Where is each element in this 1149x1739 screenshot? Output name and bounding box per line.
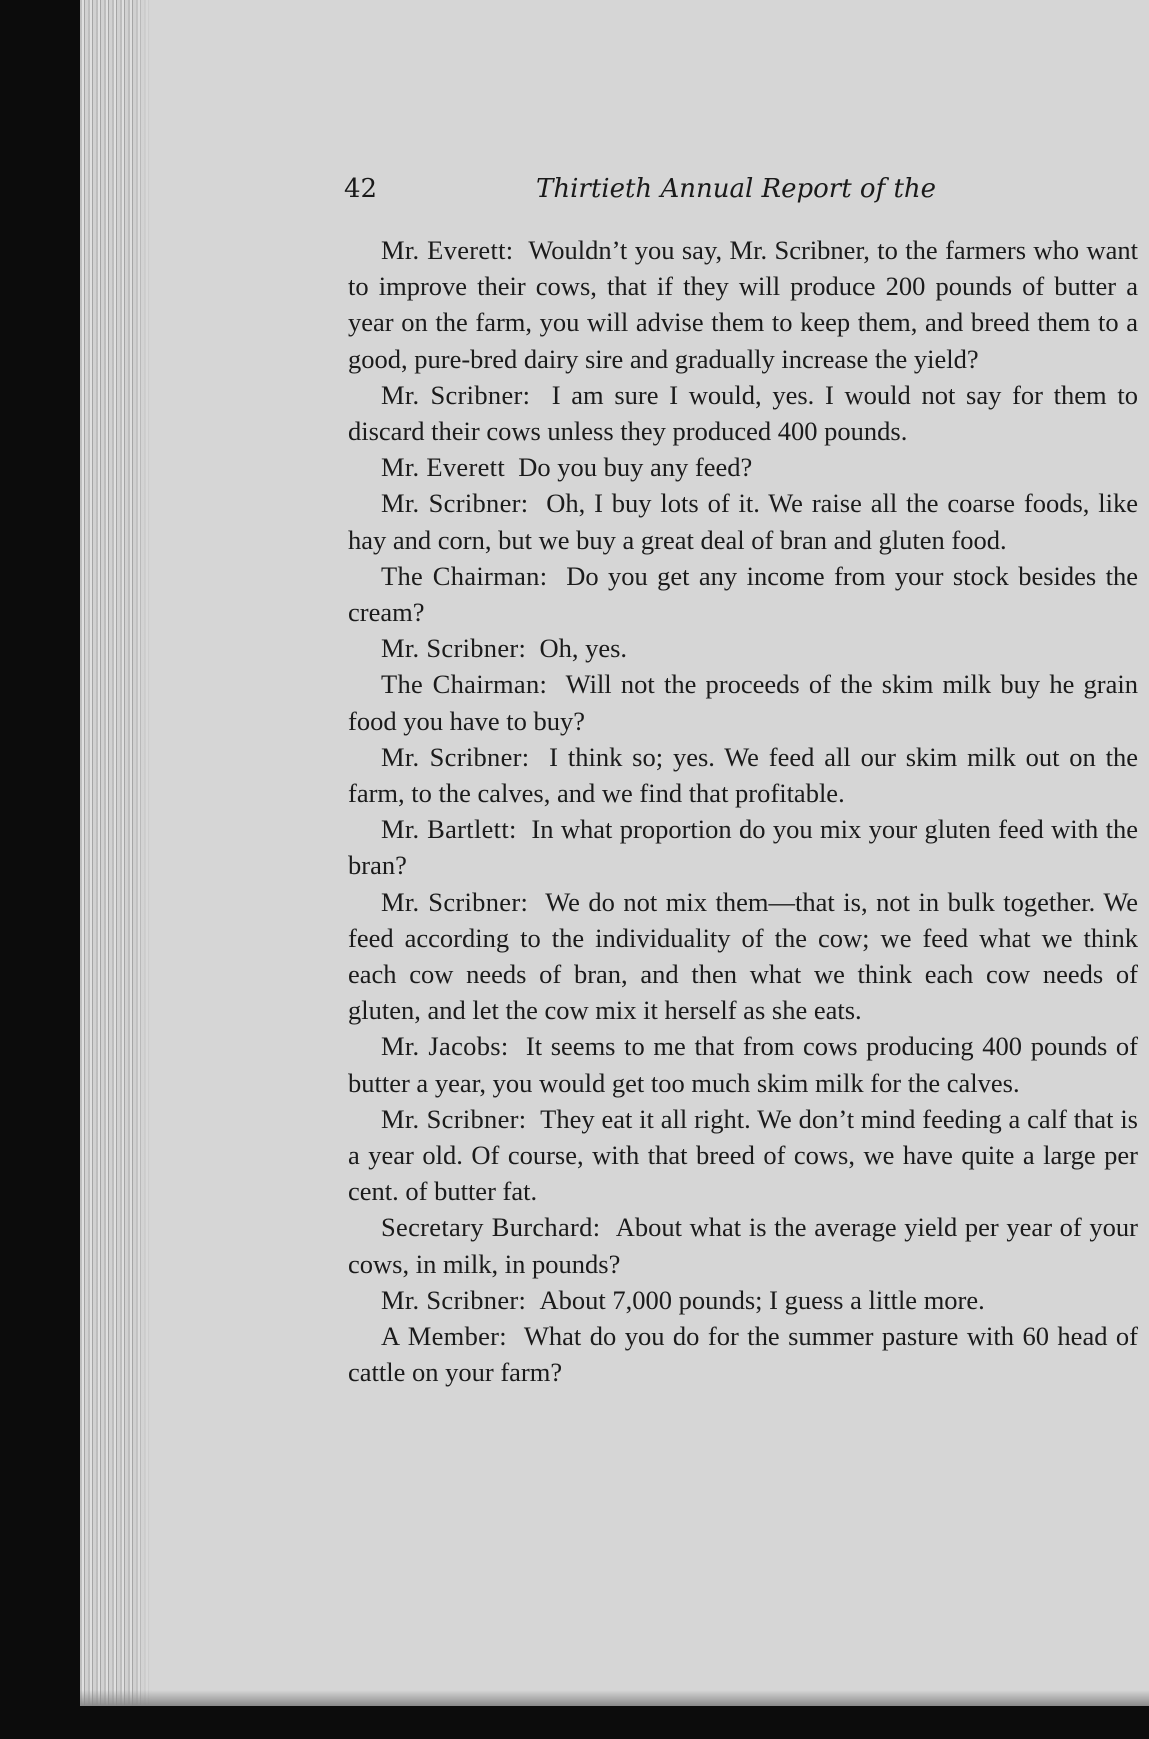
speaker-name: Mr. Scribner: (381, 741, 530, 772)
paragraph-text: Oh, yes. (539, 633, 628, 664)
paragraph-text: We do not mix them—that is, not in bulk together. We feed according to the individuality of the cow; we feed what we think each cow needs of bran, and then what we think each cow needs of gluten, and let the cow mix it herself as she eats. (348, 886, 1138, 1026)
paragraph (348, 1209, 1138, 1281)
paragraph (348, 1101, 1138, 1210)
paragraph (348, 377, 1138, 449)
speaker-name: Mr. Bartlett: (381, 814, 517, 845)
body-text (348, 232, 1138, 1391)
paragraph-text: About what is the average yield per year of your cows, in milk, in pounds? (348, 1212, 1139, 1279)
speaker-name: Mr. Scribner: (381, 488, 529, 519)
paragraph (348, 630, 1138, 666)
paragraph (348, 232, 1138, 377)
paragraph-text: In what proportion do you mix your gluten feed with the bran? (348, 814, 1138, 881)
paragraph-text: Do you buy any feed? (518, 452, 753, 483)
paragraph (348, 666, 1138, 738)
speaker-name: Mr. Scribner: (381, 379, 531, 410)
speaker-name: Mr. Scribner: (381, 1103, 527, 1134)
paragraph (348, 739, 1138, 811)
speaker-name: Mr. Scribner: (381, 633, 527, 664)
paragraph-text: Do you get any income from your stock besides the cream? (348, 560, 1139, 628)
speaker-name: Mr. Scribner: (381, 886, 529, 917)
paragraph (348, 811, 1138, 883)
paragraph-text: They eat it all right. We don’t mind feeding a calf that is a year old. Of course, with that breed of cows, we have quite a large per cent. of butter fat. (348, 1103, 1138, 1207)
paragraph-text: I am sure I would, yes. I would not say for them to discard their cows unless they produced 400 pounds. (348, 379, 1138, 447)
paragraph-text: Wouldn’t you say, Mr. Scribner, to the farmers who want to improve their cows, that if they will produce 200 pounds of butter a year on the farm, you will advise them to keep them, and breed them to a good, pure-bred dairy sire and gradually increase the yield? (348, 235, 1139, 374)
speaker-name: Mr. Everett (381, 452, 505, 483)
paragraph (348, 558, 1138, 630)
paragraph (348, 485, 1138, 557)
speaker-name: Mr. Everett: (381, 235, 514, 265)
paragraph (348, 449, 1138, 485)
page-bottom-shadow (80, 1690, 1149, 1706)
speaker-name: A Member: (381, 1321, 507, 1352)
paragraph-text: Oh, I buy lots of it. We raise all the coarse foods, like hay and corn, but we buy a great deal of bran and gluten food. (348, 488, 1138, 555)
speaker-name: Mr. Jacobs: (381, 1031, 509, 1062)
speaker-name: Mr. Scribner: (381, 1284, 527, 1315)
running-title: Thirtieth Annual Report of the (536, 174, 937, 204)
paragraph-text: What do you do for the summer pasture with 60 head of cattle on your farm? (348, 1321, 1138, 1388)
speaker-name: The Chairman: (381, 560, 548, 591)
paragraph (348, 1028, 1138, 1100)
scanner-bed-border (80, 1706, 1149, 1739)
paragraph-text: About 7,000 pounds; I guess a little more. (539, 1284, 985, 1315)
paragraph (348, 884, 1138, 1029)
paragraph (348, 1318, 1138, 1390)
page-header (344, 172, 1044, 212)
paragraph-text: I think so; yes. We feed all our skim milk out on the farm, to the calves, and we find that profitable. (348, 741, 1139, 809)
paragraph-text: Will not the proceeds of the skim milk buy he grain food you have to buy? (348, 669, 1138, 736)
speaker-name: The Chairman: (381, 669, 548, 700)
page-number: 42 (344, 174, 378, 204)
book-page-edges (80, 0, 152, 1706)
speaker-name: Secretary Burchard: (381, 1212, 601, 1243)
paragraph-text: It seems to me that from cows producing 400 pounds of butter a year, you would get too much skim milk for the calves. (348, 1031, 1139, 1098)
paragraph (348, 1282, 1138, 1318)
